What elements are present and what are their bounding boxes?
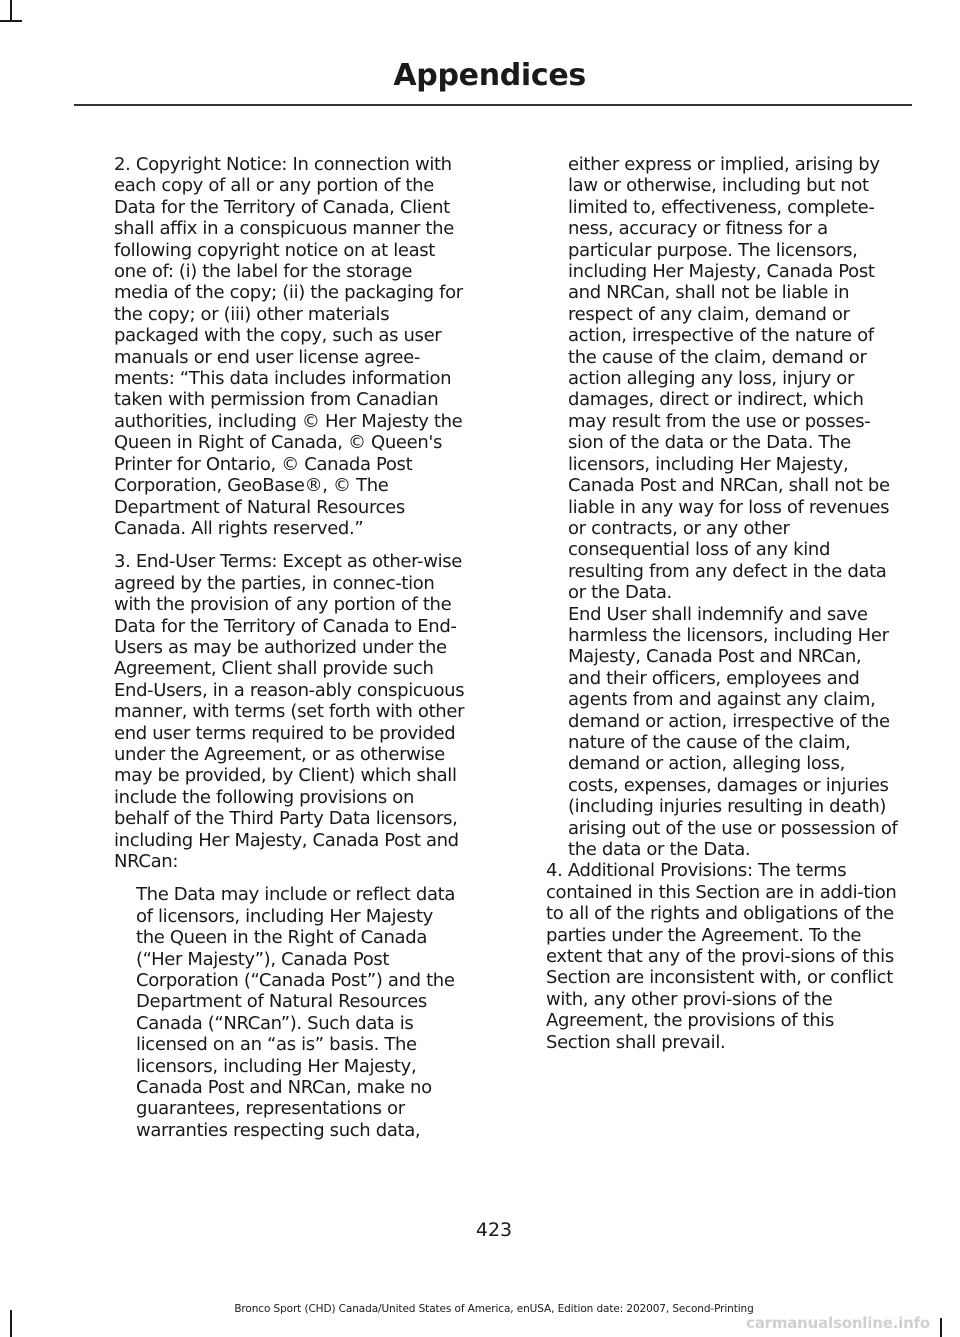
header-divider [74,104,912,106]
end-user-terms-paragraph: 3. End-User Terms: Except as other-wise agreed by the parties, in connec-tion with the provision of any portion of the Data for the Territory of Canada to End-Users as may be authorized under the Agreement, Client shall provide such End-Users, in a reason-ably conspicuous manner, with terms (set forth with other end user terms required to be provided under the Agreement, or as otherwise may be provided, by Client) which shall include the following provisions on behalf of the Third Party Data licensors, including Her Majesty, Canada Post and NRCan: [114,551,465,872]
page-number: 423 [475,1219,513,1241]
left-column [114,154,466,1141]
copyright-notice-paragraph: 2. Copyright Notice: In connection with each copy of all or any portion of the Data for the Territory of Canada, Client shall affix in a conspicuous manner the following copyright notice on at least one of: (i) the label for the storage media of the copy; (ii) the packaging for the copy; or (iii) other materials packaged with the copy, such as user manuals or end user license agree-ments: “This data includes information taken with permission from Canadian authorities, including © Her Majesty the Queen in Right of Canada, © Queen's Printer for Ontario, © Canada Post Corporation, GeoBase®, © The Department of Natural Resources Canada. All rights reserved.” [114,154,463,539]
additional-provisions-paragraph: 4. Additional Provisions: The terms contained in this Section are in addi-tion to all of the rights and obligations of the parties under the Agreement. To the extent that any of the provi-sions of this Section are inconsistent with, or conflict with, any other provi-sions of the Agreement, the provisions of this Section shall prevail. [546,860,897,1053]
crop-mark [940,1318,942,1337]
data-provision-continued-paragraph: either express or implied, arising by law or otherwise, including but not limited to, effectiveness, complete-ness, accuracy or fitness for a particular purpose. The licensors, including Her Majesty, Canada Post and NRCan, shall not be liable in respect of any claim, demand or action, irrespective of the nature of the cause of the claim, demand or action alleging any loss, injury or damages, direct or indirect, which may result from the use or posses-sion of the data or the Data. The licensors, including Her Majesty, Canada Post and NRCan, shall not be liable in any way for loss of revenues or contracts, or any other consequential loss of any kind resulting from any defect in the data or the Data. [568,154,890,604]
indemnify-paragraph: End User shall indemnify and save harmless the licensors, including Her Majesty, Canada Post and NRCan, and their officers, employees and agents from and against any claim, demand or action, irrespective of the nature of the cause of the claim, demand or action, alleging loss, costs, expenses, damages or injuries (including injuries resulting in death) arising out of the use or possession of the data or the Data. [568,603,898,860]
page-title: Appendices [393,58,586,93]
data-provision-paragraph: The Data may include or reflect data of licensors, including Her Majesty the Queen in the Right of Canada (“Her Majesty”), Canada Post Corporation (“Canada Post”) and the Department of Natural Resources Canada (“NRCan”). Such data is licensed on an “as is” basis. The licensors, including Her Majesty, Canada Post and NRCan, make no guarantees, representations or warranties respecting such data, [136,884,456,1141]
footer-edition-text: Bronco Sport (CHD) Canada/United States of America, enUSA, Edition date: 202007, Second-Printing [234,1303,754,1315]
crop-mark [10,0,12,22]
crop-mark [0,20,22,22]
right-column [546,154,898,1065]
watermark: carmanualsonline.info [746,1314,930,1332]
